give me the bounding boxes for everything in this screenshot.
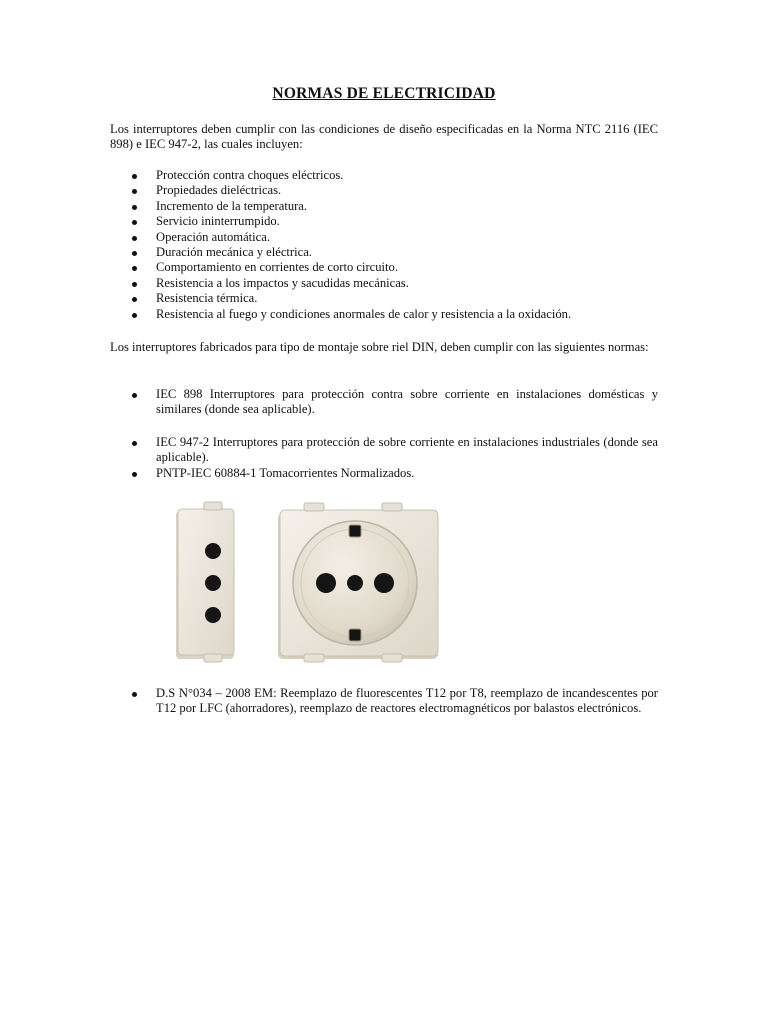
list-item-text: IEC 947-2 Interruptores para protección de sobre corriente en instalaciones industriales (donde sea aplicable). (156, 434, 658, 465)
intro-paragraph: Los interruptores deben cumplir con las condiciones de diseño especificadas en la Norma NTC 2116 (IEC 898) e IEC 947-2, las cuales incluyen: (110, 122, 658, 152)
din-paragraph: Los interruptores fabricados para tipo de montaje sobre riel DIN, deben cumplir con las siguientes normas: (110, 340, 649, 354)
list-item (110, 686, 658, 717)
bullet-icon (132, 174, 137, 179)
socket-hole-icon (316, 573, 336, 593)
list-item-text: Operación automática. (156, 229, 270, 244)
bullet-icon (132, 205, 137, 210)
list-item-text: PNTP-IEC 60884-1 Tomacorrientes Normalizados. (156, 465, 415, 480)
bullet-icon (132, 297, 137, 302)
bullet-icon (132, 393, 137, 398)
list-item-text: Protección contra choques eléctricos. (156, 168, 344, 182)
bullet-icon (132, 692, 137, 697)
socket-hole-icon (374, 573, 394, 593)
socket-hole-icon (205, 607, 221, 623)
socket-hole-icon (205, 575, 221, 591)
list-item (110, 183, 658, 198)
list-item-text: IEC 898 Interruptores para protección contra sobre corriente en instalaciones domésticas y similares (donde sea aplicable). (156, 387, 658, 417)
ds-list (110, 686, 658, 717)
list-item (110, 260, 658, 275)
list-item-text: Servicio ininterrumpido. (156, 214, 280, 229)
list-item (110, 435, 658, 466)
socket-hole-icon (347, 575, 363, 591)
bullet-icon (132, 236, 137, 241)
list-item-text: D.S N°034 – 2008 EM: Reemplazo de fluorescentes T12 por T8, reemplazo de incandescentes por T12 por LFC (ahorradores), reemplazo de reactores electromagnéticos por balastos electrónicos. (156, 686, 658, 716)
list-item (110, 245, 658, 260)
list-item-text: Resistencia térmica. (156, 291, 258, 306)
socket-hole-icon (205, 543, 221, 559)
socket-photo (156, 497, 451, 669)
conditions-list (110, 168, 658, 322)
large-socket (278, 503, 438, 662)
list-item (110, 168, 658, 183)
ground-clip-icon (349, 525, 361, 537)
list-item (110, 214, 658, 229)
list-item (110, 230, 658, 245)
list-item (110, 387, 658, 418)
bullet-icon (132, 472, 137, 477)
bullet-icon (132, 313, 137, 318)
bullet-icon (132, 282, 137, 287)
bullet-icon (132, 441, 137, 446)
bullet-icon (132, 251, 137, 256)
list-item-text: Propiedades dieléctricas. (156, 183, 282, 198)
page-title: NORMAS DE ELECTRICIDAD (272, 85, 496, 102)
list-item (110, 199, 658, 214)
list-item-text: Resistencia al fuego y condiciones anormales de calor y resistencia a la oxidación. (156, 306, 572, 321)
list-item (110, 291, 658, 306)
small-socket (176, 502, 234, 662)
bullet-icon (132, 266, 137, 271)
list-item-text: Duración mecánica y eléctrica. (156, 244, 312, 259)
list-item-text: Comportamiento en corrientes de corto circuito. (156, 260, 398, 275)
list-item (110, 307, 658, 322)
bullet-icon (132, 220, 137, 225)
list-item-text: Incremento de la temperatura. (156, 198, 308, 213)
list-item-text: Resistencia a los impactos y sacudidas mecánicas. (156, 275, 409, 290)
norms-list (110, 387, 658, 481)
ground-clip-icon (349, 629, 361, 641)
bullet-icon (132, 189, 137, 194)
list-item (110, 466, 658, 481)
list-item (110, 276, 658, 291)
